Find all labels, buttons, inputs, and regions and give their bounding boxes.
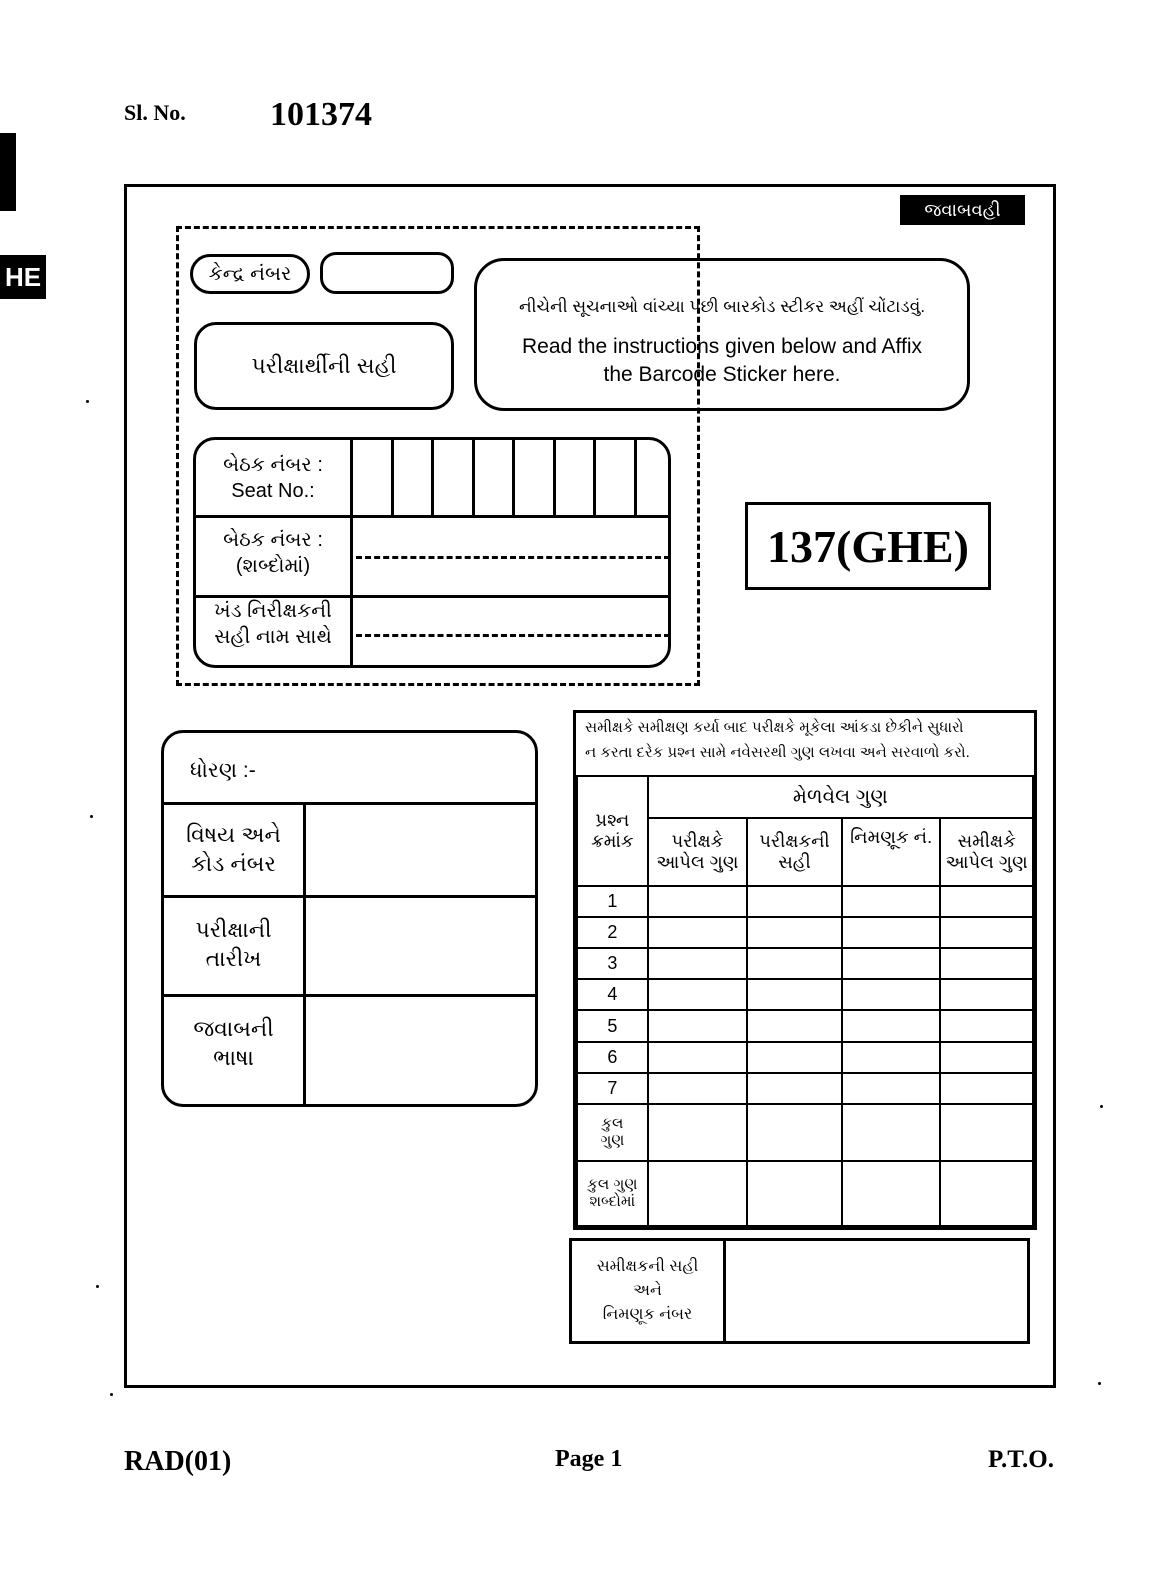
mark-cell[interactable] [842,886,941,917]
footer-code: RAD(01) [124,1446,232,1477]
question-number: 1 [577,886,648,917]
seat-digit-cell[interactable] [593,440,634,515]
barcode-instruction-english-1: Read the instructions given below and Affix [521,335,923,358]
total-cell[interactable] [747,1104,842,1161]
seat-words-label: બેઠક નંબર : (શબ્દોમાં) [223,529,323,577]
mark-cell[interactable] [648,1073,747,1104]
scan-speck [110,1393,113,1396]
seat-digit-cell[interactable] [353,440,391,515]
paper-code: 137(GHE) [767,520,969,572]
question-number: 4 [577,979,648,1010]
reviewer-signature-field[interactable] [726,1241,1027,1341]
mark-cell[interactable] [747,1010,842,1041]
seat-digit-cell[interactable] [431,440,472,515]
scan-edge-mark [0,133,16,211]
table-row [577,886,1033,917]
paper-code-box [745,502,991,590]
side-tab [0,255,46,299]
seat-digit-cell[interactable] [634,440,672,515]
subject-code-label: વિષય અને કોડ નંબર [186,822,281,876]
exam-details-box [161,730,538,1107]
subject-code-field[interactable] [306,805,538,895]
mark-cell[interactable] [747,1042,842,1073]
total-label: કુલ ગુણ [577,1104,648,1161]
answer-language-label: જવાબની ભાષા [193,1016,274,1070]
mark-cell[interactable] [940,948,1033,979]
mark-cell[interactable] [648,979,747,1010]
mark-cell[interactable] [940,979,1033,1010]
question-number: 7 [577,1073,648,1104]
mark-cell[interactable] [842,948,941,979]
marks-instructions: સમીક્ષકે સમીક્ષણ કર્યા બાદ પરીક્ષકે મૂકેલા આંકડા છેકીને સુધારો ન કરતા દરેક પ્રશ્ન સામે નવેસરથી ગુણ લખવા અને સરવાળો કરો. [585,719,970,761]
mark-cell[interactable] [648,1042,747,1073]
supervisor-label: ખંડ નિરીક્ષકની સહી નામ સાથે [214,600,332,648]
answer-language-field[interactable] [306,997,538,1107]
side-tab-label: HE [4,261,42,292]
reviewer-signature-label: સમીક્ષકની સહી અને નિમણૂક નંબર [596,1258,699,1323]
centre-number-field[interactable] [320,252,454,294]
seat-row-divider [196,515,671,518]
total-words-cell[interactable] [648,1161,747,1226]
seat-digit-cell[interactable] [512,440,553,515]
question-number: 3 [577,948,648,979]
mark-cell[interactable] [842,979,941,1010]
question-number: 5 [577,1010,648,1041]
seat-digit-cell[interactable] [553,440,594,515]
reviewer-marks-header: સમીક્ષકે આપેલ ગુણ [940,818,1033,886]
barcode-sticker-area[interactable] [474,258,970,411]
question-number: 2 [577,917,648,948]
mark-cell[interactable] [747,886,842,917]
barcode-instruction-english-2: the Barcode Sticker here. [603,363,841,386]
page-number: Page 1 [555,1446,623,1472]
total-cell[interactable] [842,1104,941,1161]
appointment-no-header: નિમણૂક નં. [842,818,941,886]
total-cell[interactable] [648,1104,747,1161]
question-number-header: પ્રશ્ન ક્રમાંક [577,776,648,886]
question-number: 6 [577,1042,648,1073]
seat-digit-cell[interactable] [472,440,513,515]
seat-label: બેઠક નંબર : Seat No.: [223,454,323,502]
mark-cell[interactable] [842,1042,941,1073]
table-row [577,948,1033,979]
supervisor-line[interactable] [356,634,670,637]
examiner-sign-header: પરીક્ષકની સહી [747,818,842,886]
obtained-marks-header: મેળવેલ ગુણ [648,776,1033,818]
pto-label: P.T.O. [988,1446,1054,1473]
mark-cell[interactable] [747,979,842,1010]
mark-cell[interactable] [940,917,1033,948]
mark-cell[interactable] [940,886,1033,917]
mark-cell[interactable] [648,886,747,917]
seat-words-line[interactable] [356,556,670,559]
centre-number-label: કેન્દ્ર નંબર [190,254,310,294]
barcode-instruction-gujarati: નીચેની સૂચનાઓ વાંચ્યા પછી બારકોડ સ્ટીકર અહીં ચોંટાડવું. [518,297,926,316]
mark-cell[interactable] [747,917,842,948]
exam-date-field[interactable] [306,898,538,994]
table-row [577,1042,1033,1073]
scan-speck [90,815,93,818]
total-row [577,1104,1033,1161]
booklet-label: જવાબવહી [900,195,1025,225]
scan-speck [86,400,89,403]
mark-cell[interactable] [940,1042,1033,1073]
scan-speck [1100,1105,1103,1108]
mark-cell[interactable] [747,948,842,979]
mark-cell[interactable] [940,1010,1033,1041]
total-words-row [577,1161,1033,1226]
table-row [577,979,1033,1010]
standard-label: ધોરણ :- [190,759,256,782]
examiner-marks-header: પરીક્ષકે આપેલ ગુણ [648,818,747,886]
mark-cell[interactable] [747,1073,842,1104]
mark-cell[interactable] [648,948,747,979]
total-words-cell[interactable] [940,1161,1033,1226]
mark-cell[interactable] [648,917,747,948]
mark-cell[interactable] [842,917,941,948]
table-row [577,1010,1033,1041]
reviewer-signature-box [569,1238,1030,1344]
total-words-label: કુલ ગુણ શબ્દોમાં [577,1161,648,1226]
candidate-signature-box[interactable] [194,322,454,410]
scan-speck [1098,1382,1101,1385]
total-cell[interactable] [940,1104,1033,1161]
marks-table [576,775,1034,1227]
seat-digit-grid[interactable] [353,440,671,515]
total-words-cell[interactable] [747,1161,842,1226]
mark-cell[interactable] [842,1073,941,1104]
scan-speck [96,1285,99,1288]
serial-label: Sl. No. [124,100,186,125]
mark-cell[interactable] [940,1073,1033,1104]
table-row [577,917,1033,948]
mark-cell[interactable] [842,1010,941,1041]
mark-cell[interactable] [648,1010,747,1041]
table-row [577,1073,1033,1104]
serial-number: 101374 [270,96,372,133]
seat-digit-cell[interactable] [391,440,432,515]
exam-date-label: પરીક્ષાની તારીખ [195,917,272,971]
seat-number-box [193,437,671,668]
candidate-signature-label: પરીક્ષાર્થીની સહી [251,352,397,378]
total-words-cell[interactable] [842,1161,941,1226]
